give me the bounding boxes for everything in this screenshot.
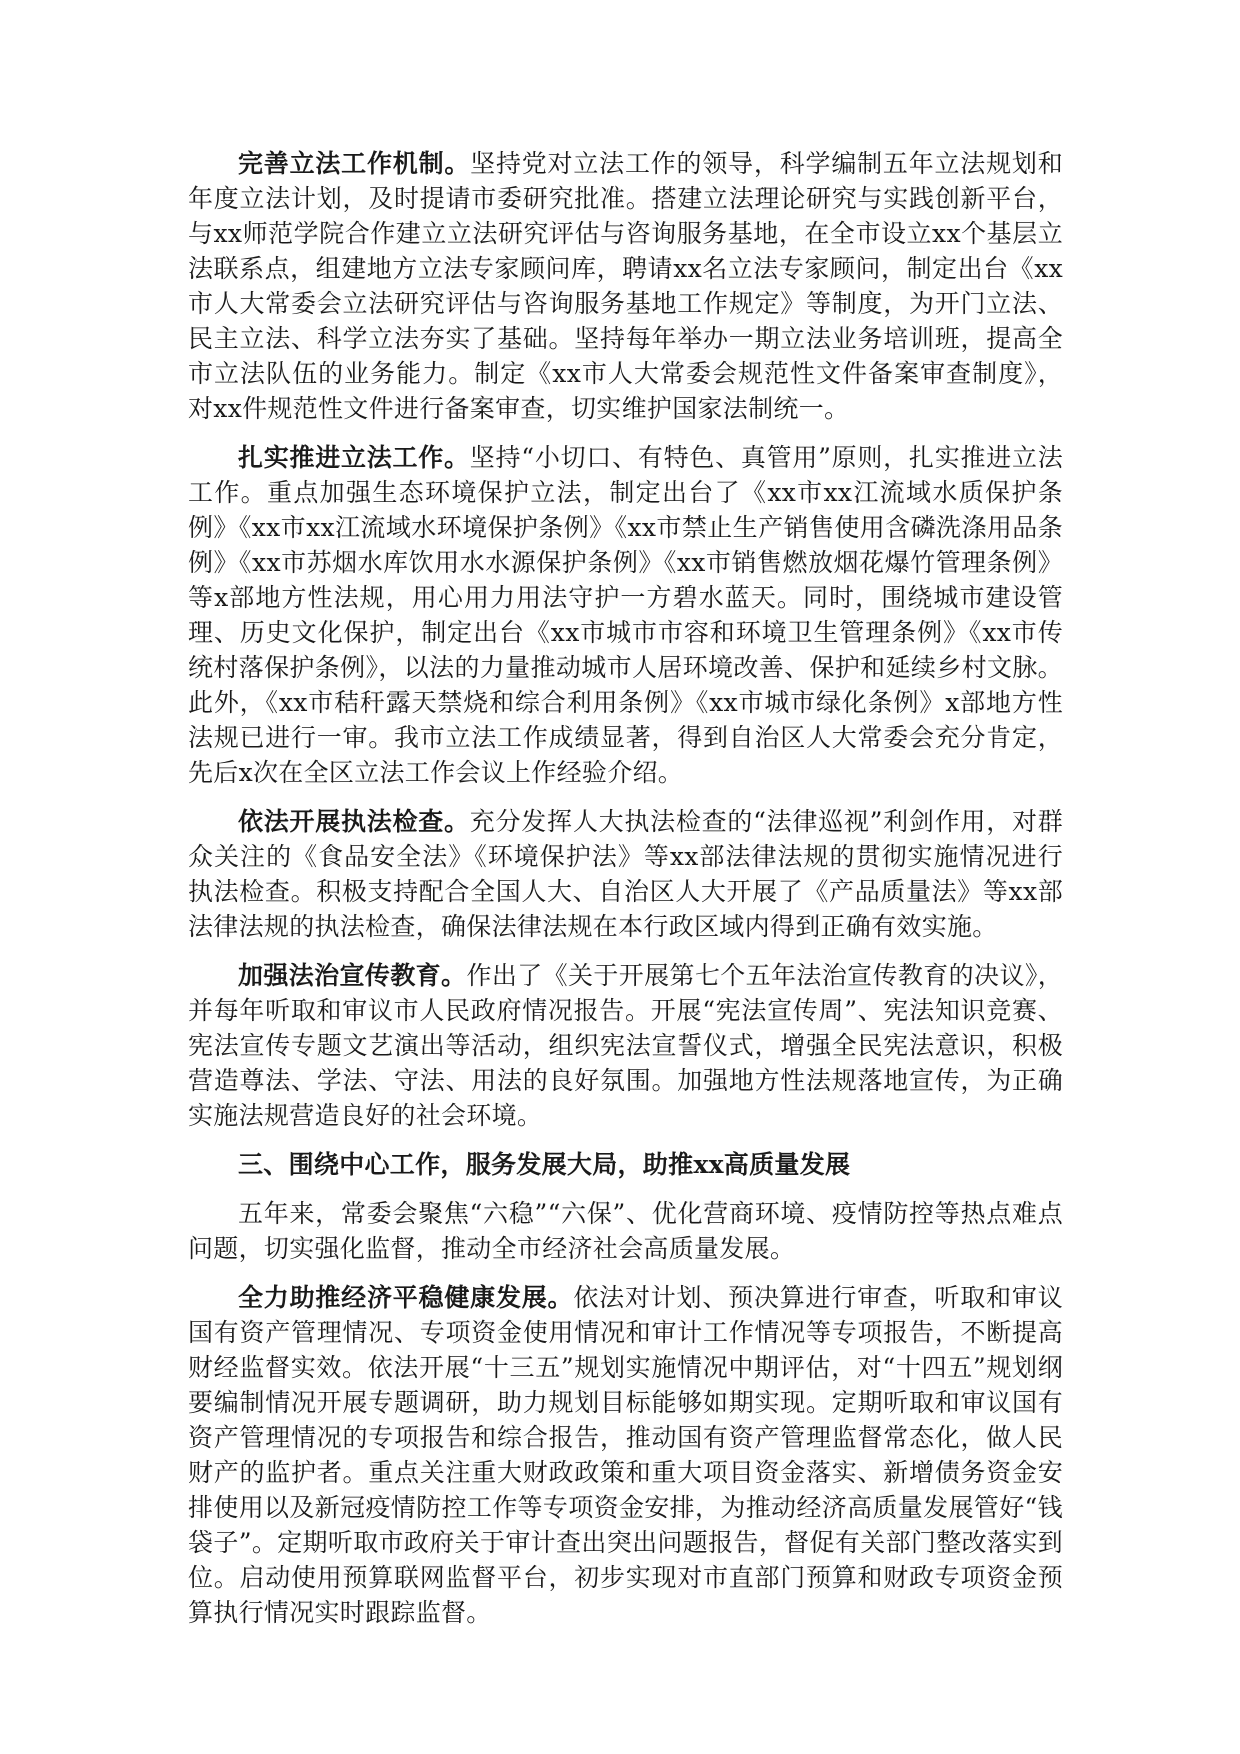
paragraph-lead: 扎实推进立法工作。 — [238, 443, 470, 472]
section-intro: 五年来，常委会聚焦“六稳”“六保”、优化营商环境、疫情防控等热点难点问题，切实强化监督，推动全市经济社会高质量发展。 — [188, 1199, 1063, 1263]
paragraph-law-enforcement-inspection — [188, 804, 1063, 944]
paragraph-lead: 依法开展执法检查。 — [238, 807, 470, 836]
paragraph-lead: 加强法治宣传教育。 — [238, 961, 467, 990]
paragraph-legislative-mechanism — [188, 146, 1063, 426]
paragraph-body: 坚持“小切口、有特色、真管用”原则，扎实推进立法工作。重点加强生态环境保护立法，制定出台了《xx市xx江流域水质保护条例》《xx市xx江流域水环境保护条例》《xx市禁止生产销售使用含磷洗涤用品条例》《xx市苏烟水库饮用水水源保护条例》《xx市销售燃放烟花爆竹管理条例》等x部地方性法规，用心用力用法守护一方碧水蓝天。同时，围绕城市建设管理、历史文化保护，制定出台《xx市城市市容和环境卫生管理条例》《xx市传统村落保护条例》，以法的力量推动城市人居环境改善、保护和延续乡村文脉。此外，《xx市秸秆露天禁烧和综合利用条例》《xx市城市绿化条例》x部地方性法规已进行一审。我市立法工作成绩显著，得到自治区人大常委会充分肯定，先后x次在全区立法工作会议上作经验介绍。 — [188, 443, 1064, 787]
section-heading: 三、围绕中心工作，服务发展大局，助推xx高质量发展 — [238, 1150, 851, 1179]
paragraph-lead: 全力助推经济平稳健康发展。 — [238, 1283, 574, 1312]
paragraph-economic-development — [188, 1280, 1063, 1630]
paragraph-body: 充分发挥人大执法检查的“法律巡视”利剑作用，对群众关注的《食品安全法》《环境保护法》等xx部法律法规的贯彻实施情况进行执法检查。积极支持配合全国人大、自治区人大开展了《产品质量法》等xx部法律法规的执法检查，确保法律法规在本行政区域内得到正确有效实施。 — [188, 807, 1064, 941]
paragraph-legislative-work — [188, 440, 1063, 790]
paragraph-body: 依法对计划、预决算进行审查，听取和审议国有资产管理情况、专项资金使用情况和审计工作情况等专项报告，不断提高财经监督实效。依法开展“十三五”规划实施情况中期评估，对“十四五”规划纲要编制情况开展专题调研，助力规划目标能够如期实现。定期听取和审议国有资产管理情况的专项报告和综合报告，推动国有资产管理监督常态化，做人民财产的监护者。重点关注重大财政政策和重大项目资金落实、新增债务资金安排使用以及新冠疫情防控工作等专项资金安排，为推动经济高质量发展管好“钱袋子”。定期听取市政府关于审计查出突出问题报告，督促有关部门整改落实到位。启动使用预算联网监督平台，初步实现对市直部门预算和财政专项资金预算执行情况实时跟踪监督。 — [188, 1283, 1063, 1627]
document-page — [188, 146, 1063, 1644]
paragraph-body: 作出了《关于开展第七个五年法治宣传教育的决议》，并每年听取和审议市人民政府情况报告。开展“宪法宣传周”、宪法知识竞赛、宪法宣传专题文艺演出等活动，组织宪法宣誓仪式，增强全民宪法意识，积极营造尊法、学法、守法、用法的良好氛围。加强地方性法规落地宣传，为正确实施法规营造良好的社会环境。 — [188, 961, 1064, 1130]
paragraph-legal-education — [188, 958, 1063, 1133]
paragraph-body: 坚持党对立法工作的领导，科学编制五年立法规划和年度立法计划，及时提请市委研究批准。搭建立法理论研究与实践创新平台，与xx师范学院合作建立立法研究评估与咨询服务基地，在全市设立xx个基层立法联系点，组建地方立法专家顾问库，聘请xx名立法专家顾问，制定出台《xx市人大常委会立法研究评估与咨询服务基地工作规定》等制度，为开门立法、民主立法、科学立法夯实了基础。坚持每年举办一期立法业务培训班，提高全市立法队伍的业务能力。制定《xx市人大常委会规范性文件备案审查制度》，对xx件规范性文件进行备案审查，切实维护国家法制统一。 — [188, 149, 1063, 423]
paragraph-lead: 完善立法工作机制。 — [238, 149, 471, 178]
